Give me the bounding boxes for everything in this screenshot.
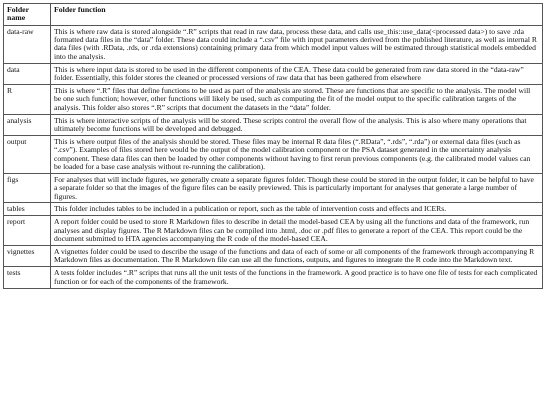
header-folder-function: Folder function — [51, 4, 543, 26]
table-row — [4, 63, 543, 84]
folder-name-cell: figs — [4, 173, 51, 203]
table-row — [4, 203, 543, 216]
folder-name-cell: report — [4, 216, 51, 246]
table-header-row — [4, 4, 543, 26]
folder-function-cell: This is where input data is stored to be used in the different components of the CEA. These data could be generated from raw data stored in the “data-raw” folder. Essentially, this folder stores the cleaned or processed versions of raw data that has been gathered from elsewhere — [51, 63, 543, 84]
folder-function-cell: This is where output files of the analysis should be stored. These files may be internal R data files (“.RData”, “.rds”, “.rda”) or external data files (such as “.csv”). Examples of files stored here would be the output of the model calibration component or the PSA dataset generated in the uncertainty analysis component. These data files can then be loaded by other components without having to first rerun previous components (e.g. the calibrated model values can be loaded for a base case analysis without re-running the calibration). — [51, 135, 543, 173]
folder-function-cell: A tests folder includes “.R” scripts that runs all the unit tests of the functions in the framework. A good practice is to have one file of tests for each complicated function or for each of the components of the framework. — [51, 267, 543, 288]
folder-function-cell: This is where “.R” files that define functions to be used as part of the analysis are stored. These are functions that are specific to the analysis. The model will be one such function; however, other functions will likely be used, such as computing the fit of the model output to the specific calibration targets of the analysis. This folder also stores “.R” scripts that document the datasets in the “data” folder. — [51, 84, 543, 114]
table-row — [4, 135, 543, 173]
folder-function-cell: This is where raw data is stored alongside “.R” scripts that read in raw data, process these data, and calls use_this::use_data(<processed data>) to save .rda formatted data files in the “data” folder. These data could include a “.csv” file with input parameters derived from the published literature, as well as internal R data files (with .RData, .rds, or .rda extensions) containing primary data from which model input values will be estimated through statistical models embedded into the analysis. — [51, 25, 543, 63]
table-row — [4, 25, 543, 63]
table-row — [4, 114, 543, 135]
folder-function-cell: This folder includes tables to be included in a publication or report, such as the table of intervention costs and effects and ICERs. — [51, 203, 543, 216]
folder-name-cell: data — [4, 63, 51, 84]
folder-name-cell: R — [4, 84, 51, 114]
table-row — [4, 84, 543, 114]
folder-name-cell: output — [4, 135, 51, 173]
folder-name-cell: vignettes — [4, 246, 51, 267]
folder-function-cell: A report folder could be used to store R Markdown files to describe in detail the model-based CEA by using all the functions and data of the framework, run analyses and display figures. The R Markdown files can be compiled into .html, .doc or .pdf files to generate a report of the CEA. This report could be the document submitted to HTA agencies accompanying the R code of the model-based CEA. — [51, 216, 543, 246]
folder-function-cell: This is where interactive scripts of the analysis will be stored. These scripts control the overall flow of the analysis. This is also where many operations that ultimately become functions will be developed and debugged. — [51, 114, 543, 135]
folder-function-cell: A vignettes folder could be used to describe the usage of the functions and data of each of some or all components of the framework through accompanying R Markdown files as documentation. The R Markdown file can use all the functions, outputs, and figures to integrate the R code into the Markdown text. — [51, 246, 543, 267]
table-row — [4, 246, 543, 267]
table-row — [4, 173, 543, 203]
header-folder-name: Folder name — [4, 4, 51, 26]
folder-name-cell: data-raw — [4, 25, 51, 63]
folder-structure-table — [3, 3, 543, 289]
folder-name-cell: analysis — [4, 114, 51, 135]
folder-name-cell: tests — [4, 267, 51, 288]
folder-name-cell: tables — [4, 203, 51, 216]
folder-function-cell: For analyses that will include figures, we generally create a separate figures folder. Though these could be stored in the output folder, it can be helpful to have a separate folder so that the images of the figure files can be easily previewed. This is particularly important for analyses that generate a large number of figures. — [51, 173, 543, 203]
table-row — [4, 216, 543, 246]
table-row — [4, 267, 543, 288]
